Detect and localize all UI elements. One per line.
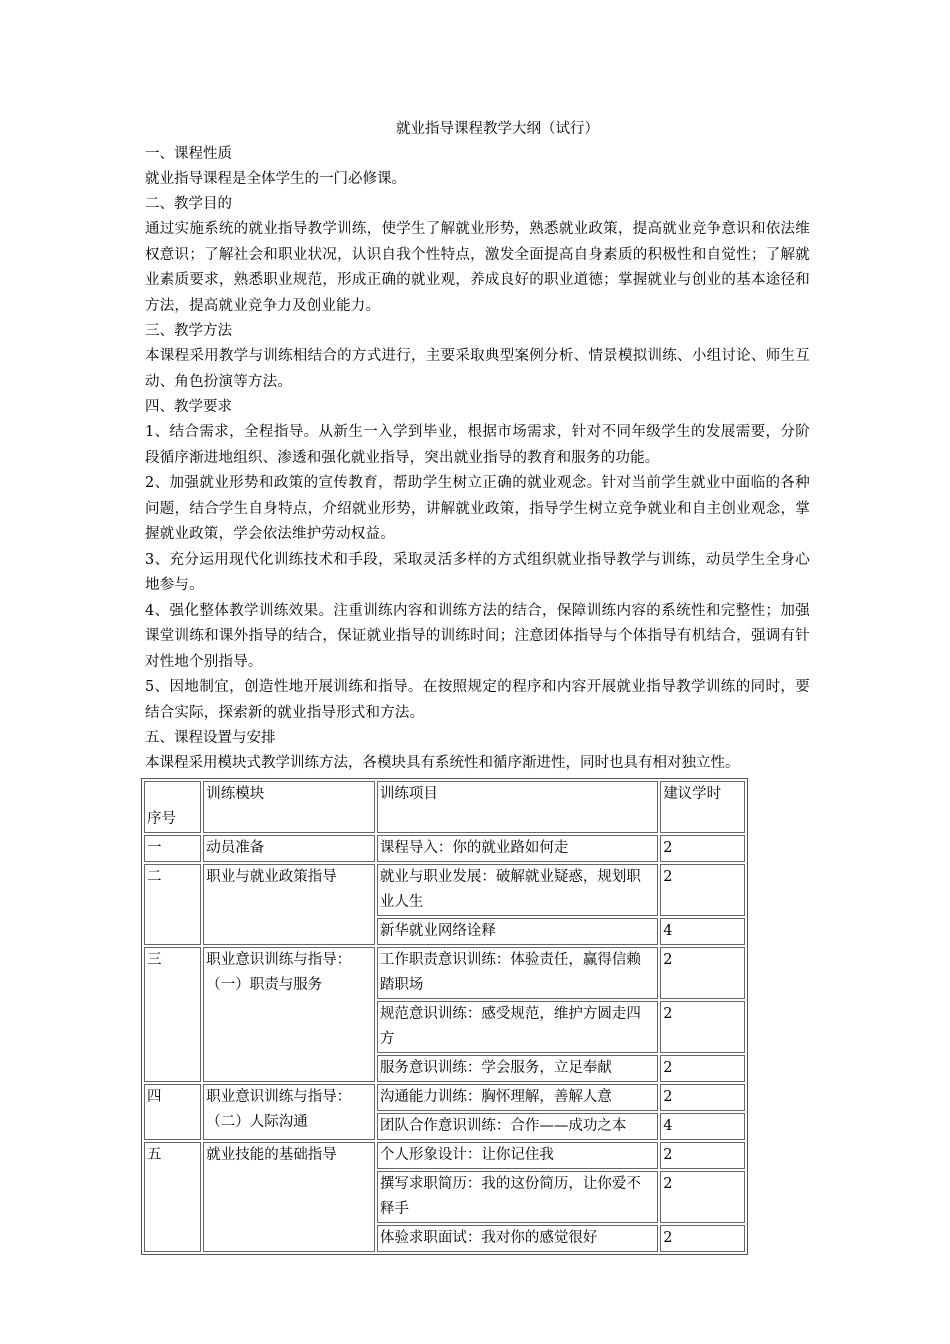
cell-module: 动员准备 [203, 835, 375, 862]
cell-hours: 2 [660, 947, 745, 999]
section-3-text: 本课程采用教学与训练相结合的方式进行，主要采取典型案例分析、情景模拟训练、小组讨论、师生互动、角色扮演等方法。 [145, 348, 810, 390]
table-header-row [144, 781, 745, 833]
header-module: 训练模块 [203, 781, 375, 833]
cell-hours: 2 [660, 1001, 745, 1053]
cell-seq: 一 [144, 835, 201, 862]
cell-hours: 4 [660, 918, 745, 945]
table-row [144, 947, 745, 999]
table-row [144, 835, 745, 862]
course-schedule-table [141, 778, 748, 1255]
cell-project: 团队合作意识训练：合作——成功之本 [377, 1113, 658, 1140]
cell-seq: 二 [144, 864, 201, 945]
cell-module: 职业意识训练与指导：（二）人际沟通 [203, 1084, 375, 1140]
cell-project: 个人形象设计：让你记住我 [377, 1142, 658, 1169]
header-seq: 序号 [144, 781, 201, 833]
cell-hours: 4 [660, 1113, 745, 1140]
requirement-item-5: 5、因地制宜，创造性地开展训练和指导。在按照规定的程序和内容开展就业指导教学训练的同时，要结合实际，探索新的就业指导形式和方法。 [145, 679, 810, 721]
cell-module: 就业技能的基础指导 [203, 1142, 375, 1252]
requirement-item-4: 4、强化整体教学训练效果。注重训练内容和训练方法的结合，保障训练内容的系统性和完整性；加强课堂训练和课外指导的结合，保证就业指导的训练时间；注意团体指导与个体指导有机结合，强调有针对性地个别指导。 [145, 602, 810, 670]
section-5-text: 本课程采用模块式教学训练方法，各模块具有系统性和循序渐进性，同时也具有相对独立性。 [145, 755, 740, 771]
cell-hours: 2 [660, 1142, 745, 1169]
section-5-heading: 五、课程设置与安排 [145, 730, 276, 746]
cell-project: 沟通能力训练：胸怀理解，善解人意 [377, 1084, 658, 1111]
cell-project: 工作职责意识训练：体验责任，赢得信赖踏职场 [377, 947, 658, 999]
section-2-heading: 二、教学目的 [145, 196, 232, 212]
header-project: 训练项目 [377, 781, 658, 833]
document-page [145, 118, 810, 1255]
cell-project: 规范意识训练：感受规范，维护方圆走四方 [377, 1001, 658, 1053]
table-row [144, 864, 745, 916]
cell-seq: 五 [144, 1142, 201, 1252]
document-title: 就业指导课程教学大纲（试行） [396, 121, 599, 137]
section-3-heading: 三、教学方法 [145, 323, 232, 339]
section-1-heading: 一、课程性质 [145, 146, 232, 162]
cell-hours: 2 [660, 1171, 745, 1223]
header-hours: 建议学时 [660, 781, 745, 833]
section-2-text: 通过实施系统的就业指导教学训练，使学生了解就业形势，熟悉就业政策，提高就业竞争意识和依法维权意识；了解社会和职业状况，认识自我个性特点，激发全面提高自身素质的积极性和自觉性；了解就业素质要求，熟悉职业规范，形成正确的就业观，养成良好的职业道德；掌握就业与创业的基本途径和方法，提高就业竞争力及创业能力。 [145, 221, 810, 314]
cell-seq: 四 [144, 1084, 201, 1140]
cell-project: 新华就业网络诠释 [377, 918, 658, 945]
section-4-heading: 四、教学要求 [145, 399, 232, 415]
cell-project: 课程导入：你的就业路如何走 [377, 835, 658, 862]
requirement-item-1: 1、结合需求，全程指导。从新生一入学到毕业，根据市场需求，针对不同年级学生的发展需要，分阶段循序渐进地组织、渗透和强化就业指导，突出就业指导的教育和服务的功能。 [145, 424, 810, 466]
cell-seq: 三 [144, 947, 201, 1082]
cell-project: 服务意识训练：学会服务，立足奉献 [377, 1055, 658, 1082]
cell-hours: 2 [660, 1084, 745, 1111]
section-1-text: 就业指导课程是全体学生的一门必修课。 [145, 171, 406, 187]
requirement-item-3: 3、充分运用现代化训练技术和手段，采取灵活多样的方式组织就业指导教学与训练，动员学生全身心地参与。 [145, 551, 810, 593]
cell-hours: 2 [660, 1055, 745, 1082]
cell-project: 就业与职业发展：破解就业疑惑，规划职业人生 [377, 864, 658, 916]
cell-module: 职业意识训练与指导：（一）职责与服务 [203, 947, 375, 1082]
cell-hours: 2 [660, 1225, 745, 1252]
requirement-item-2: 2、加强就业形势和政策的宣传教育，帮助学生树立正确的就业观念。针对当前学生就业中面临的各种问题，结合学生自身特点，介绍就业形势，讲解就业政策，指导学生树立竞争就业和自主创业观念，掌握就业政策，学会依法维护劳动权益。 [145, 475, 810, 542]
table-body [144, 835, 745, 1252]
cell-hours: 2 [660, 835, 745, 862]
cell-hours: 2 [660, 864, 745, 916]
cell-project: 撰写求职简历：我的这份简历，让你爱不释手 [377, 1171, 658, 1223]
table-row [144, 1084, 745, 1111]
cell-project: 体验求职面试：我对你的感觉很好 [377, 1225, 658, 1252]
cell-module: 职业与就业政策指导 [203, 864, 375, 945]
table-row [144, 1142, 745, 1169]
